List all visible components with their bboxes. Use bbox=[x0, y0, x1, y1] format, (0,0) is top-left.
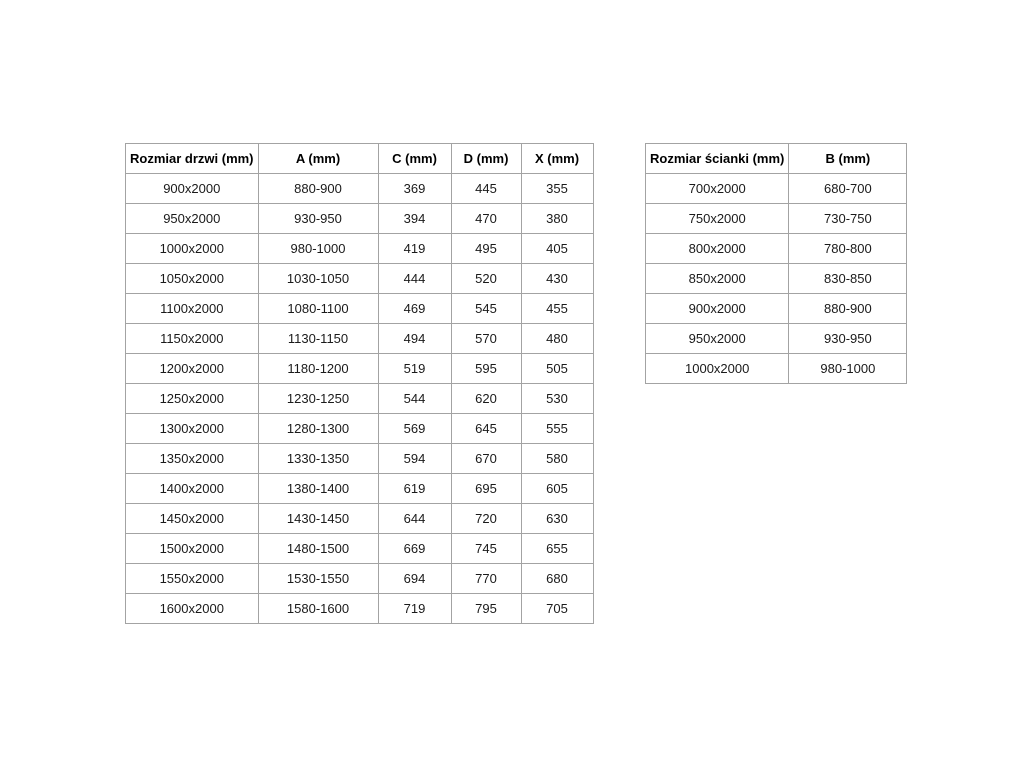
table-cell: 594 bbox=[378, 444, 451, 474]
table-cell: 470 bbox=[451, 204, 521, 234]
table-cell: 694 bbox=[378, 564, 451, 594]
table-cell: 750x2000 bbox=[646, 204, 789, 234]
table-row bbox=[126, 354, 594, 384]
table-cell: 1130-1150 bbox=[258, 324, 378, 354]
column-header: X (mm) bbox=[521, 144, 593, 174]
table-cell: 1350x2000 bbox=[126, 444, 259, 474]
table-cell: 520 bbox=[451, 264, 521, 294]
table-cell: 880-900 bbox=[789, 294, 907, 324]
table-cell: 1080-1100 bbox=[258, 294, 378, 324]
table-cell: 605 bbox=[521, 474, 593, 504]
table-cell: 1550x2000 bbox=[126, 564, 259, 594]
table-header-row bbox=[646, 144, 907, 174]
table-row bbox=[646, 234, 907, 264]
table-row bbox=[126, 264, 594, 294]
table-cell: 644 bbox=[378, 504, 451, 534]
table-cell: 555 bbox=[521, 414, 593, 444]
table-cell: 900x2000 bbox=[126, 174, 259, 204]
table-header-row bbox=[126, 144, 594, 174]
table-row bbox=[646, 204, 907, 234]
table-cell: 1180-1200 bbox=[258, 354, 378, 384]
table-cell: 880-900 bbox=[258, 174, 378, 204]
table-cell: 1300x2000 bbox=[126, 414, 259, 444]
table-row bbox=[126, 534, 594, 564]
table-cell: 680-700 bbox=[789, 174, 907, 204]
table-cell: 570 bbox=[451, 324, 521, 354]
table-row bbox=[126, 504, 594, 534]
table-row bbox=[126, 294, 594, 324]
table-cell: 950x2000 bbox=[646, 324, 789, 354]
table-cell: 700x2000 bbox=[646, 174, 789, 204]
table-cell: 670 bbox=[451, 444, 521, 474]
table-cell: 1100x2000 bbox=[126, 294, 259, 324]
table-cell: 1330-1350 bbox=[258, 444, 378, 474]
column-header: A (mm) bbox=[258, 144, 378, 174]
table-cell: 419 bbox=[378, 234, 451, 264]
table-cell: 619 bbox=[378, 474, 451, 504]
table-cell: 380 bbox=[521, 204, 593, 234]
column-header: B (mm) bbox=[789, 144, 907, 174]
table-cell: 494 bbox=[378, 324, 451, 354]
table-cell: 430 bbox=[521, 264, 593, 294]
table-cell: 405 bbox=[521, 234, 593, 264]
table-row bbox=[126, 474, 594, 504]
table-cell: 544 bbox=[378, 384, 451, 414]
table-cell: 1230-1250 bbox=[258, 384, 378, 414]
table-cell: 980-1000 bbox=[258, 234, 378, 264]
table-cell: 480 bbox=[521, 324, 593, 354]
table-cell: 569 bbox=[378, 414, 451, 444]
table-row bbox=[126, 414, 594, 444]
table-cell: 695 bbox=[451, 474, 521, 504]
table-row bbox=[646, 264, 907, 294]
table-cell: 719 bbox=[378, 594, 451, 624]
table-cell: 444 bbox=[378, 264, 451, 294]
table-cell: 1050x2000 bbox=[126, 264, 259, 294]
table-cell: 720 bbox=[451, 504, 521, 534]
table-cell: 980-1000 bbox=[789, 354, 907, 384]
table-cell: 1500x2000 bbox=[126, 534, 259, 564]
table-cell: 1200x2000 bbox=[126, 354, 259, 384]
table-cell: 850x2000 bbox=[646, 264, 789, 294]
door-dimensions-table bbox=[125, 143, 594, 624]
table-row bbox=[126, 174, 594, 204]
table-row bbox=[646, 174, 907, 204]
table-cell: 1530-1550 bbox=[258, 564, 378, 594]
table-cell: 1000x2000 bbox=[126, 234, 259, 264]
table-cell: 1480-1500 bbox=[258, 534, 378, 564]
table-cell: 355 bbox=[521, 174, 593, 204]
table-row bbox=[126, 444, 594, 474]
table-row bbox=[126, 204, 594, 234]
table-cell: 830-850 bbox=[789, 264, 907, 294]
table-cell: 369 bbox=[378, 174, 451, 204]
table-cell: 1000x2000 bbox=[646, 354, 789, 384]
table-cell: 930-950 bbox=[258, 204, 378, 234]
table-cell: 800x2000 bbox=[646, 234, 789, 264]
column-header: C (mm) bbox=[378, 144, 451, 174]
table-cell: 1250x2000 bbox=[126, 384, 259, 414]
table-row bbox=[646, 324, 907, 354]
wall-dimensions-table bbox=[645, 143, 907, 384]
table-cell: 1030-1050 bbox=[258, 264, 378, 294]
table-row bbox=[126, 564, 594, 594]
table-cell: 620 bbox=[451, 384, 521, 414]
table-cell: 900x2000 bbox=[646, 294, 789, 324]
table-cell: 780-800 bbox=[789, 234, 907, 264]
table-row bbox=[126, 384, 594, 414]
table-cell: 1580-1600 bbox=[258, 594, 378, 624]
table-cell: 530 bbox=[521, 384, 593, 414]
table-cell: 669 bbox=[378, 534, 451, 564]
column-header: Rozmiar ścianki (mm) bbox=[646, 144, 789, 174]
table-cell: 1400x2000 bbox=[126, 474, 259, 504]
table-cell: 495 bbox=[451, 234, 521, 264]
table-cell: 770 bbox=[451, 564, 521, 594]
table-cell: 1280-1300 bbox=[258, 414, 378, 444]
table-cell: 645 bbox=[451, 414, 521, 444]
table-cell: 445 bbox=[451, 174, 521, 204]
table-cell: 1150x2000 bbox=[126, 324, 259, 354]
table-row bbox=[126, 234, 594, 264]
table-cell: 655 bbox=[521, 534, 593, 564]
table-cell: 595 bbox=[451, 354, 521, 384]
table-cell: 630 bbox=[521, 504, 593, 534]
table-row bbox=[646, 294, 907, 324]
table-row bbox=[126, 594, 594, 624]
table-cell: 730-750 bbox=[789, 204, 907, 234]
table-cell: 705 bbox=[521, 594, 593, 624]
table-cell: 680 bbox=[521, 564, 593, 594]
column-header: D (mm) bbox=[451, 144, 521, 174]
table-cell: 930-950 bbox=[789, 324, 907, 354]
table-cell: 469 bbox=[378, 294, 451, 324]
table-cell: 950x2000 bbox=[126, 204, 259, 234]
table-cell: 795 bbox=[451, 594, 521, 624]
column-header: Rozmiar drzwi (mm) bbox=[126, 144, 259, 174]
table-cell: 545 bbox=[451, 294, 521, 324]
table-cell: 519 bbox=[378, 354, 451, 384]
table-cell: 455 bbox=[521, 294, 593, 324]
table-cell: 1600x2000 bbox=[126, 594, 259, 624]
table-row bbox=[646, 354, 907, 384]
table-cell: 580 bbox=[521, 444, 593, 474]
table-cell: 505 bbox=[521, 354, 593, 384]
table-cell: 1380-1400 bbox=[258, 474, 378, 504]
table-cell: 1450x2000 bbox=[126, 504, 259, 534]
table-cell: 745 bbox=[451, 534, 521, 564]
table-row bbox=[126, 324, 594, 354]
table-cell: 1430-1450 bbox=[258, 504, 378, 534]
table-cell: 394 bbox=[378, 204, 451, 234]
